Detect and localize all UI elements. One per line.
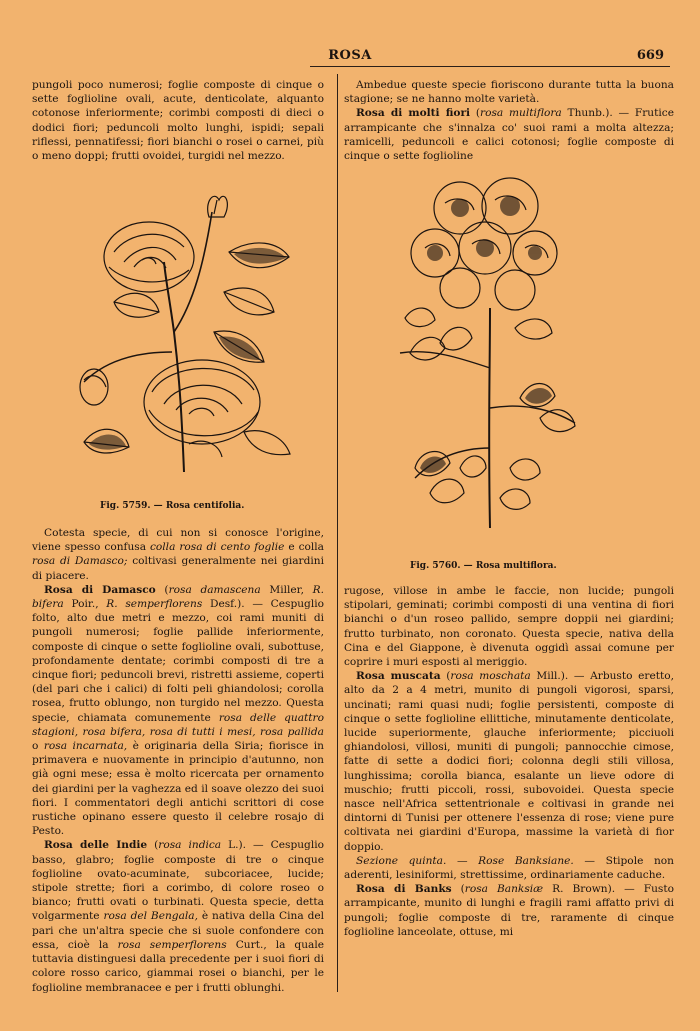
- paragraph: Rosa di Banks (rosa Banksiæ R. Brown). — Fusto arrampicante, munito di lunghi e fragili rami affatto privi di pungoli; foglie composte di tre, raramente di cinque foglioline lanceolate, ottuse, mi: [344, 883, 674, 938]
- rosa-multiflora-illustration: [390, 168, 580, 538]
- figure-caption: Fig. 5759. — Rosa centifolia.: [100, 501, 245, 511]
- paragraph: Ambedue queste specie fioriscono durante tutta la buona stagione; se ne hanno molte varietà.: [344, 79, 674, 106]
- species-name: Rosa muscata: [356, 670, 441, 683]
- paragraph: Sezione quinta. — Rose Banksiane. — Stipole non aderenti, lesiniformi, strettissime, ordinariamente caduche.: [344, 854, 674, 882]
- left-column-top: [32, 78, 324, 163]
- header-rule: [310, 66, 670, 67]
- species-name: Rosa di Banks: [356, 883, 452, 896]
- rosa-centifolia-illustration: [54, 182, 304, 482]
- paragraph: Cotesta specie, di cui non si conosce l'origine, viene spesso confusa colla rosa di cento foglie e colla rosa di Damasco; coltivasi generalmente nei giardini di piacere.: [32, 527, 324, 582]
- paragraph: pungoli poco numerosi; foglie composte di cinque o sette foglioline ovali, acute, denticolate, alquanto cotonose inferiormente; corimbi composti di dieci o dodici fiori; peduncoli molto lunghi, ispidi; sepali riflessi, pennatifessi; fiori bianchi o rosei o carnei, più o meno doppi; frutti ovoidei, turgidi nel mezzo.: [32, 79, 324, 163]
- left-column-bottom: [32, 526, 324, 995]
- column-divider: [337, 74, 338, 992]
- page-header: [30, 48, 670, 70]
- figure-caption: Fig. 5760. — Rosa multiflora.: [410, 561, 557, 571]
- paragraph: Rosa di molti fiori (rosa multiflora Thunb.). — Frutice arrampicante che s'innalza co' suoi rami a molta altezza; ramicelli, peduncoli e calici cotonosi; foglie composte di cinque o sette foglioline: [344, 107, 674, 163]
- paragraph: Rosa muscata (rosa moschata Mill.). — Arbusto eretto, alto da 2 a 4 metri, munito di pungoli vigorosi, sparsi, uncinati; rami quasi nudi; foglie persistenti, composte di cinque o sette foglioline ellittiche, minutamente denticolate, lucide superiormente, glauche inferiormente; picciuoli ghiandolosi, villosi, muniti di pungoli; pannocchie cimose, fatte di sette a dodici fiori; colonna degli stili villosa, lunghissima; corolla bianca, esalante un lieve odore di muschio; frutti piccoli, rossi, subovoidei. Questa specie nasce nell'Africa settentrionale e coltivasi in grande nei dintorni di Tunisi per ottenere l'essenza di rose; viene pure coltivata nei giardini d'Europa, massime la varietà di fior doppio.: [344, 670, 674, 853]
- species-name: Rosa di molti fiori: [356, 107, 471, 120]
- page-number: 669: [636, 48, 664, 63]
- right-column-top: [344, 78, 674, 163]
- running-title: ROSA: [328, 48, 372, 63]
- right-column-bottom: [344, 584, 674, 939]
- section-heading: Sezione quinta. — Rose Banksiane.: [356, 854, 574, 867]
- species-name: Rosa di Damasco: [44, 583, 156, 596]
- paragraph: rugose, villose in ambe le faccie, non lucide; pungoli stipolari, geminati; corimbi composti di una ventina di fiori bianchi o d'un roseo pallido, sempre doppii nei giardini; frutto turbinato, non coronato. Questa specie, nativa della Cina e del Giappone, è divenuta oggidì assai comune per coprire i muri esposti al meriggio.: [344, 585, 674, 669]
- paragraph: Rosa delle Indie (rosa indica L.). — Cespuglio basso, glabro; foglie composte di tre o cinque foglioline ovato-acuminate, subcoriacee, lucide; stipole strette; fiori a corimbo, di colore roseo o bianco; frutti ovati o turbinati. Questa specie, detta volgarmente rosa del Bengala, è nativa della Cina del pari che un'altra specie che si suole confondere con essa, cioè la rosa semperflorens Curt., la quale tuttavia distinguesi dalla precedente per i suoi fiori di colore rosso carico, giammai rosei o bianchi, per le foglioline membranacee e per i frutti oblunghi.: [32, 839, 325, 994]
- species-name: Rosa delle Indie: [44, 839, 148, 852]
- paragraph: Rosa di Damasco (rosa damascena Miller, R. bifera Poir., R. semperflorens Desf.). — Cespuglio folto, alto due metri e mezzo, coi rami muniti di pungoli numerosi; foglie pallide inferiormente, composte di cinque o sette foglioline ovali, subottuse, profondamente dentate; corimbi composti di tre a cinque fiori; peduncoli brevi, ristretti assieme, coperti (del pari che i calici) di folti peli ghiandolosi; corolla rosea, frutto oblungo, non turgido nel mezzo. Questa specie, chiamata comunemente rosa delle quattro stagioni, rosa bifera, rosa di tutti i mesi, rosa pallida o rosa incarnata, è originaria della Siria; fiorisce in primavera e nuovamente in principio d'autunno, non già ogni mese; essa è molto ricercata per ornamento dei giardini per la vaghezza ed il soave olezzo dei suoi fiori. I commentatori degli antichi scrittori di cose rustiche opinano essere questo il celebre rosajo di Pesto.: [32, 583, 325, 838]
